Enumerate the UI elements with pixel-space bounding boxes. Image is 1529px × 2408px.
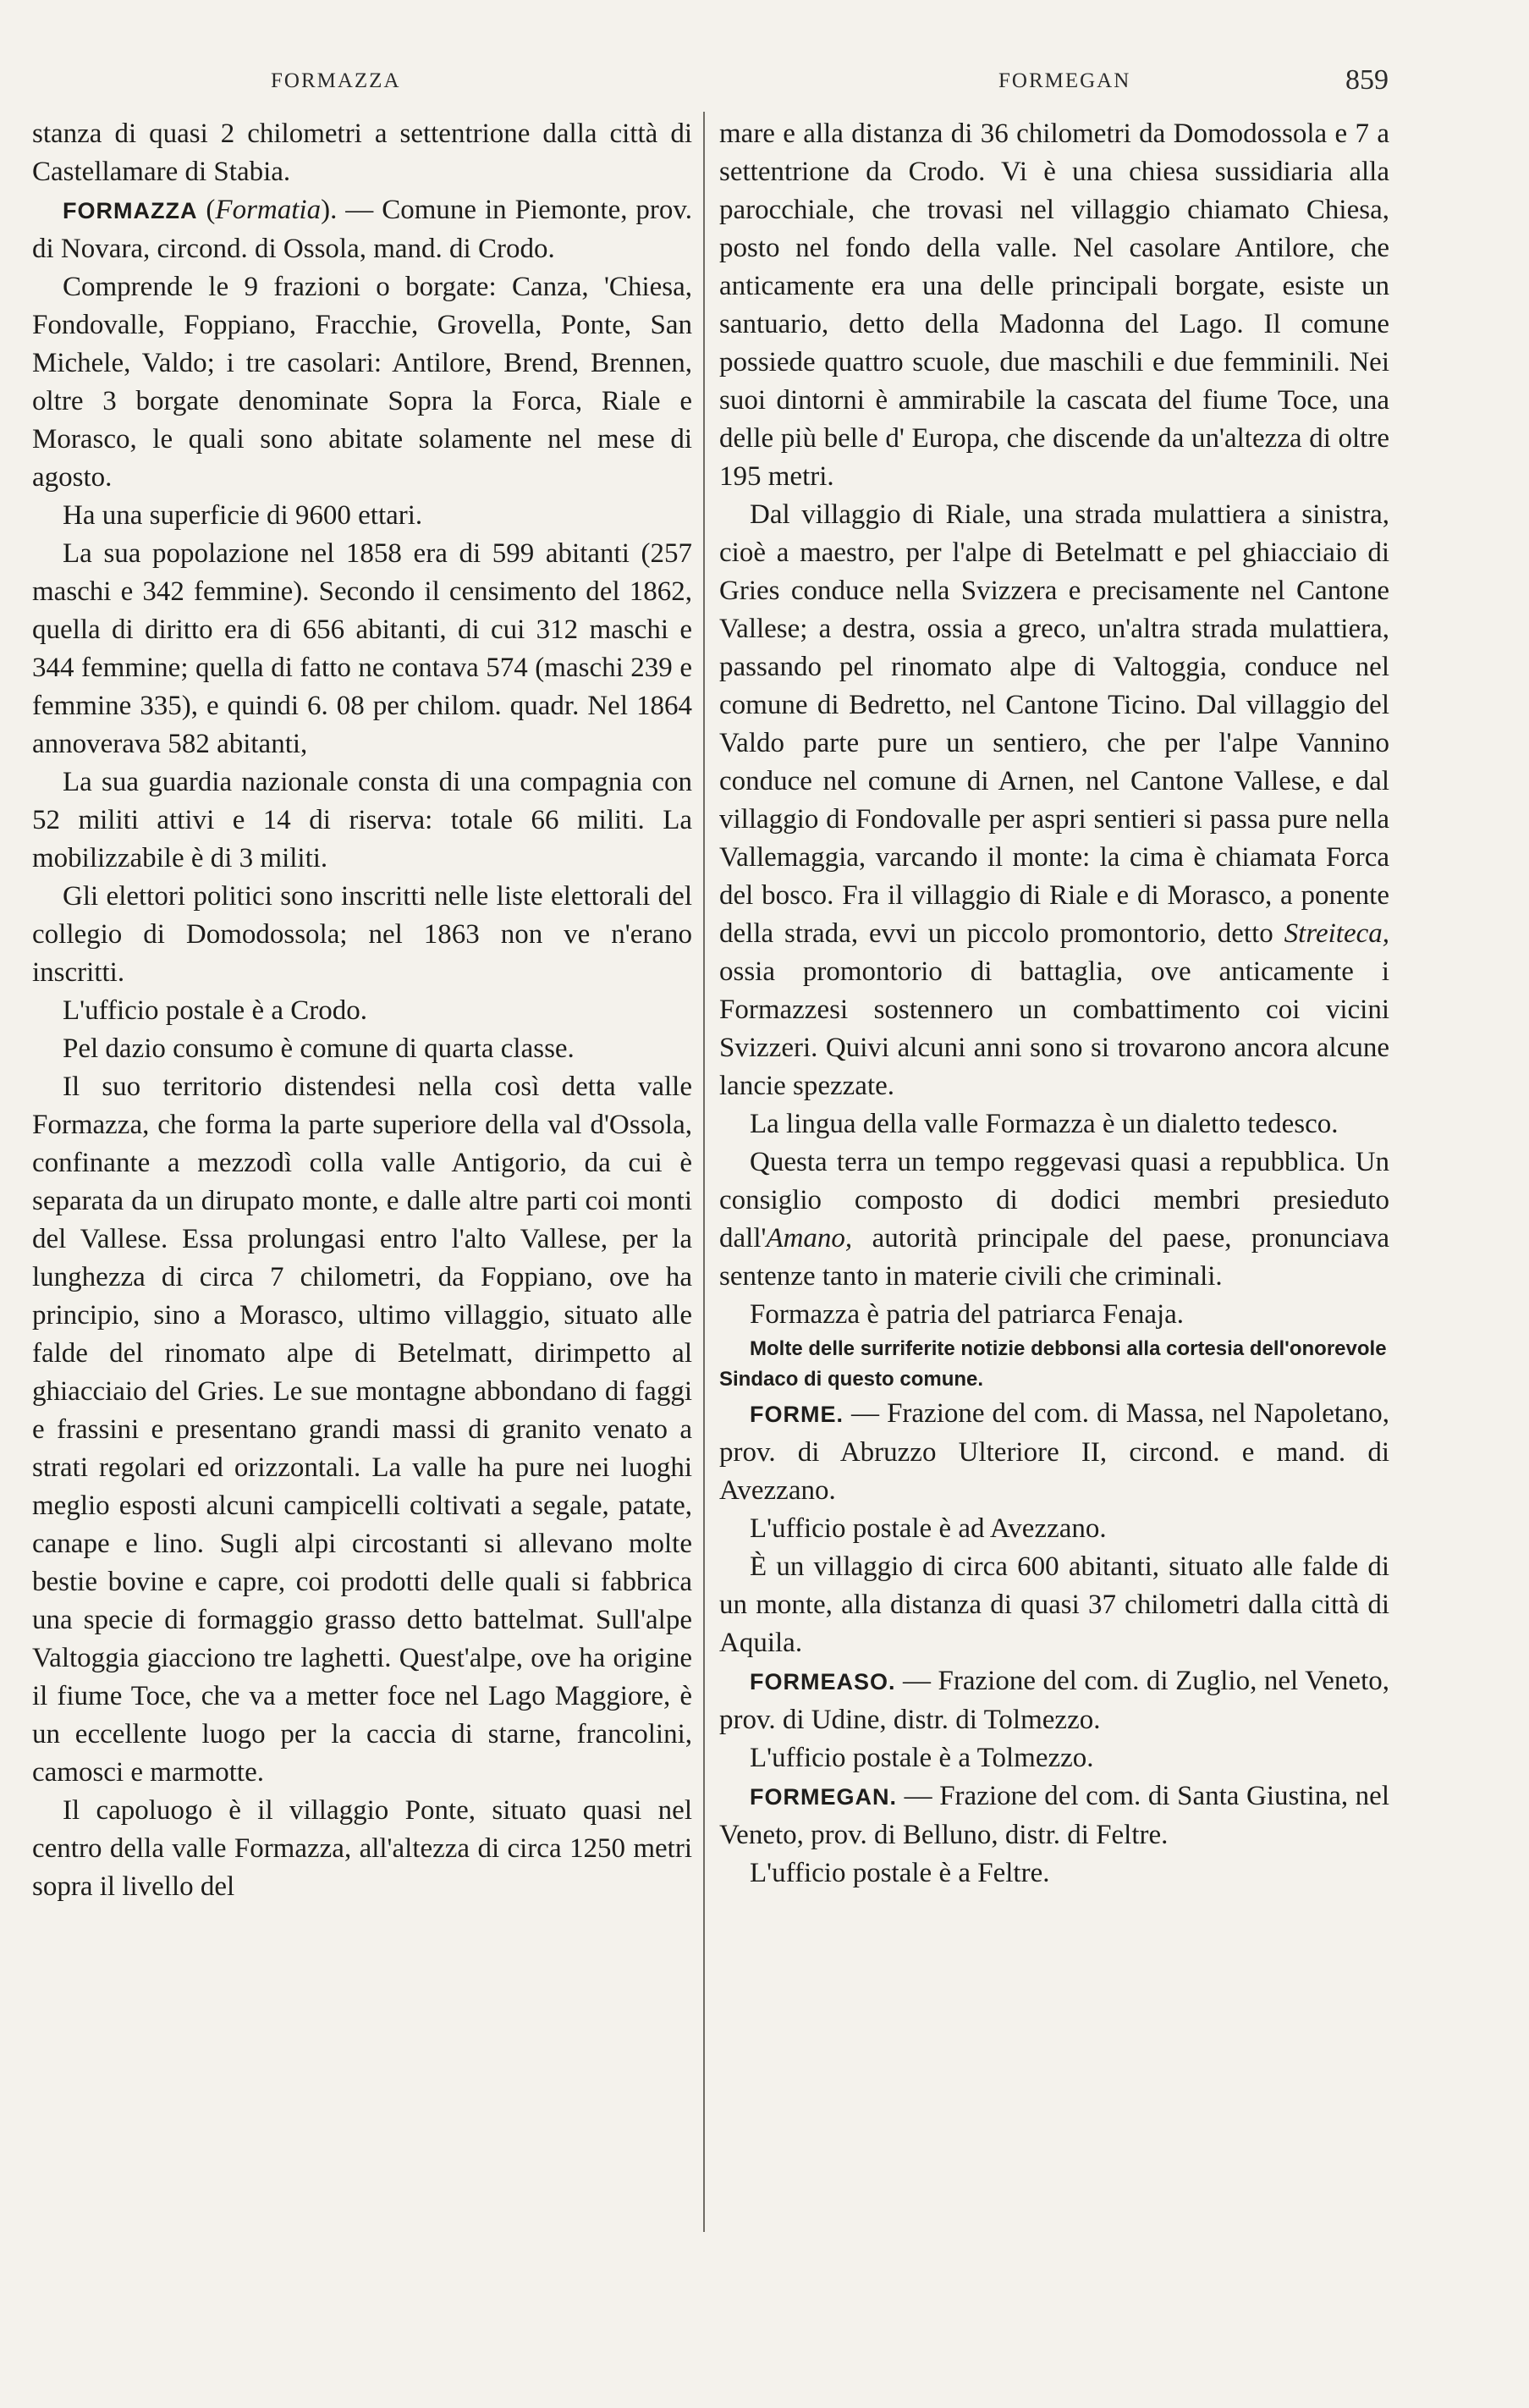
paragraph: L'ufficio postale è a Tolmezzo. bbox=[750, 1743, 1094, 1773]
entry-headword: FORMAZZA bbox=[63, 198, 198, 223]
entry-headword: FORMEGAN. bbox=[750, 1784, 897, 1810]
paragraph: Formazza è patria del patriarca Fenaja. bbox=[750, 1299, 1185, 1330]
italic-term: Amano, bbox=[766, 1223, 853, 1254]
paragraph: La lingua della valle Formazza è un dialetto tedesco. bbox=[750, 1109, 1339, 1139]
paragraph: È un villaggio di circa 600 abitanti, situato alle falde di un monte, alla distanza di quasi 37 chilometri dalla città di Aquila. bbox=[719, 1551, 1389, 1658]
entry-text: — Frazione del com. di Massa, nel Napoletano, prov. di Abruzzo Ulteriore II, circond. e mand. di Avezzano. bbox=[719, 1398, 1389, 1506]
paragraph: La sua popolazione nel 1858 era di 599 abitanti (257 maschi e 342 femmine). Secondo il censimento del 1862, quella di diritto era di 656 abitanti, di cui 312 maschi e 344 femmine; quella di fatto ne contava 574 (maschi 239 e femmine 335), e quindi 6. 08 per chilom. quadr. Nel 1864 annoverava 582 abitanti, bbox=[32, 538, 692, 759]
paragraph: L'ufficio postale è ad Avezzano. bbox=[750, 1513, 1107, 1544]
column-divider bbox=[703, 112, 705, 2232]
entry-headword: FORME. bbox=[750, 1402, 844, 1427]
running-head-right: FORMEGAN bbox=[998, 69, 1131, 92]
continuation-paragraph: mare e alla distanza di 36 chilometri da Domodossola e 7 a settentrione da Crodo. Vi è una chiesa sussidiaria alla parocchiale, che trovasi nel villaggio chiamato Chiesa, posto nel fondo della valle. Nel casolare Antilore, che anticamente era una delle principali borgate, esiste un santuario, detto della Madonna del Lago. Il comune possiede quattro scuole, due maschili e due femminili. Nei suoi dintorni è ammirabile la cascata del fiume Toce, una delle più belle d' Europa, che discende da un'altezza di oltre 195 metri. bbox=[719, 118, 1389, 492]
entry-formazza: FORMAZZA (Formatia). — Comune in Piemonte, prov. di Novara, circond. di Ossola, mand. di Crodo. bbox=[32, 195, 692, 264]
paragraph: Il capoluogo è il villaggio Ponte, situato quasi nel centro della valle Formazza, all'altezza di circa 1250 metri sopra il livello del bbox=[32, 1795, 692, 1902]
running-head-left: FORMAZZA bbox=[271, 69, 401, 92]
paragraph: L'ufficio postale è a Feltre. bbox=[750, 1858, 1050, 1888]
entry-text: — Comune in Piemonte, prov. di Novara, circond. di Ossola, mand. di Crodo. bbox=[32, 195, 692, 264]
right-column bbox=[719, 115, 1389, 1893]
paragraph: Comprende le 9 frazioni o borgate: Canza, 'Chiesa, Fondovalle, Foppiano, Fracchie, Grovella, Ponte, San Michele, Valdo; i tre casolari: Antilore, Brend, Brennen, oltre 3 borgate denominate Sopra la Forca, Riale e Morasco, le quali sono abitate solamente nel mese di agosto. bbox=[32, 272, 692, 493]
footnote: Molte delle surriferite notizie debbonsi alla cortesia dell'onorevole Sindaco di questo comune. bbox=[719, 1337, 1387, 1391]
left-column bbox=[32, 115, 692, 1906]
paragraph: Dal villaggio di Riale, una strada mulattiera a sinistra, cioè a maestro, per l'alpe di Betelmatt e pel ghiacciaio di Gries conduce nella Svizzera e precisamente nel Cantone Vallese; a destra, ossia a greco, un'altra strada mulattiera, passando pel rinomato alpe di Valtoggia, conduce nel comune di Bedretto, nel Cantone Ticino. Dal villaggio del Valdo parte pure un sentiero, che per l'alpe Vannino conduce nel comune di Arnen, nel Cantone Vallese, e dal villaggio di Fondovalle per aspri sentieri si passa pure nella Vallemaggia, varcando il monte: la cima è chiamata Forca del bosco. Fra il villaggio di Riale e di Morasco, a ponente della strada, evvi un piccolo promontorio, detto Streiteca, ossia promontorio di battaglia, ove anticamente i Formazzesi sostennero un combattimento coi vicini Svizzeri. Quivi alcuni anni sono si trovarono ancora alcune lancie spezzate. bbox=[719, 499, 1389, 1101]
paragraph: Il suo territorio distendesi nella così detta valle Formazza, che forma la parte superiore della val d'Ossola, confinante a mezzodì colla valle Antigorio, da cui è separata da un dirupato monte, e dalle altre parti coi monti del Vallese. Essa prolungasi entro l'alto Vallese, per la lunghezza di circa 7 chilometri, da Foppiano, ove ha principio, sino a Morasco, ultimo villaggio, situato alle falde del rinomato alpe di Betelmatt, dirimpetto al ghiacciaio del Gries. Le sue montagne abbondano di faggi e frassini e presentano grandi massi di granito venato a strati regolari ed orizzontali. La valle ha pure nei luoghi meglio esposti alcuni campicelli coltivati a segale, patate, canape e lino. Sugli alpi circostanti si allevano molte bestie bovine e capre, coi prodotti delle quali si fabbrica una specie di formaggio grasso detto battelmat. Sull'alpe Valtoggia giacciono tre laghetti. Quest'alpe, ove ha origine il fiume Toce, che va a metter foce nel Lago Maggiore, è un eccellente luogo per la caccia di starne, francolini, camosci e marmotte. bbox=[32, 1072, 692, 1788]
paragraph: Gli elettori politici sono inscritti nelle liste elettorali del collegio di Domodossola; nel 1863 non ve n'erano inscritti. bbox=[32, 881, 692, 988]
italic-term: Streiteca, bbox=[1284, 918, 1389, 949]
entry-formegan bbox=[719, 1777, 1389, 1854]
page-number: 859 bbox=[1345, 64, 1389, 96]
paragraph: L'ufficio postale è a Crodo. bbox=[63, 995, 367, 1026]
entry-text: — Frazione del com. di Santa Giustina, nel Veneto, prov. di Belluno, distr. di Feltre. bbox=[719, 1781, 1390, 1850]
paragraph: Questa terra un tempo reggevasi quasi a repubblica. Un consiglio composto di dodici membri presieduto dall'Amano, autorità principale del paese, pronunciava sentenze tanto in materie civili che criminali. bbox=[719, 1147, 1390, 1292]
entry-text: — Frazione del com. di Zuglio, nel Veneto, prov. di Udine, distr. di Tolmezzo. bbox=[719, 1666, 1389, 1735]
paragraph: Pel dazio consumo è comune di quarta classe. bbox=[63, 1033, 575, 1064]
paragraph: Ha una superficie di 9600 ettari. bbox=[63, 500, 423, 531]
continuation-paragraph: stanza di quasi 2 chilometri a settentrione dalla città di Castellamare di Stabia. bbox=[32, 118, 692, 187]
entry-formeaso bbox=[719, 1662, 1389, 1739]
paragraph: La sua guardia nazionale consta di una compagnia con 52 militi attivi e 14 di riserva: totale 66 militi. La mobilizzabile è di 3 militi. bbox=[32, 767, 692, 873]
latin-name: Formatia bbox=[215, 195, 322, 225]
entry-forme bbox=[719, 1395, 1389, 1510]
entry-headword: FORMEASO. bbox=[750, 1669, 896, 1694]
